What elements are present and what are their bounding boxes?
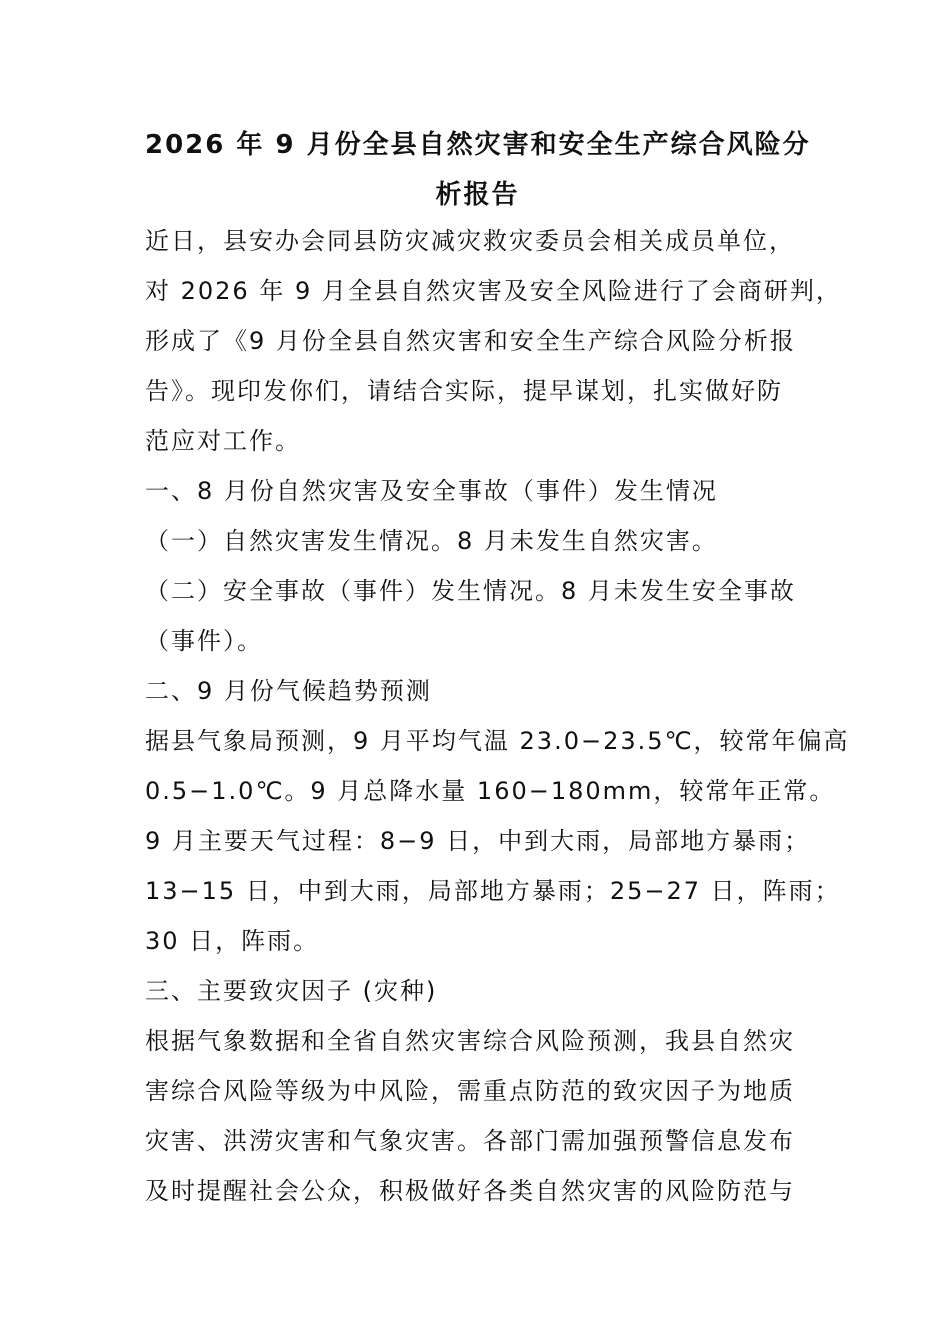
body-line: （事件）。 <box>145 627 263 655</box>
section-heading-2: 二、9 月份气候趋势预测 <box>145 677 432 705</box>
body-line: 13−15 日，中到大雨，局部地方暴雨；25−27 日，阵雨； <box>145 877 841 905</box>
body-line: 近日，县安办会同县防灾减灾救灾委员会相关成员单位， <box>145 227 795 255</box>
body-line: 形成了《9 月份全县自然灾害和安全生产综合风险分析报 <box>145 327 796 355</box>
document-title-line-2: 析报告 <box>435 180 520 210</box>
body-line: 对 2026 年 9 月全县自然灾害及安全风险进行了会商研判， <box>145 277 842 305</box>
body-line: 害综合风险等级为中风险，需重点防范的致灾因子为地质 <box>145 1077 795 1105</box>
body-line: 根据气象数据和全省自然灾害综合风险预测，我县自然灾 <box>145 1027 795 1055</box>
body-line: 及时提醒社会公众，积极做好各类自然灾害的风险防范与 <box>145 1177 795 1205</box>
body-line: 9 月主要天气过程：8−9 日，中到大雨，局部地方暴雨； <box>145 827 811 855</box>
subsection-line: （二）安全事故（事件）发生情况。8 月未发生安全事故 <box>145 577 796 605</box>
body-line: 范应对工作。 <box>145 427 301 455</box>
section-heading-1: 一、8 月份自然灾害及安全事故（事件）发生情况 <box>145 477 718 505</box>
section-heading-3: 三、主要致灾因子 (灾种) <box>145 977 438 1005</box>
body-line: 0.5−1.0℃。9 月总降水量 160−180mm，较常年正常。 <box>145 777 836 805</box>
body-line: 30 日，阵雨。 <box>145 927 320 955</box>
subsection-line: （一）自然灾害发生情况。8 月未发生自然灾害。 <box>145 527 718 555</box>
body-line: 灾害、洪涝灾害和气象灾害。各部门需加强预警信息发布 <box>145 1127 795 1155</box>
body-line: 据县气象局预测，9 月平均气温 23.0−23.5℃，较常年偏高 <box>145 727 850 755</box>
document-title-line-1: 2026 年 9 月份全县自然灾害和安全生产综合风险分 <box>145 130 811 160</box>
body-line: 告》。现印发你们，请结合实际，提早谋划，扎实做好防 <box>145 377 783 405</box>
